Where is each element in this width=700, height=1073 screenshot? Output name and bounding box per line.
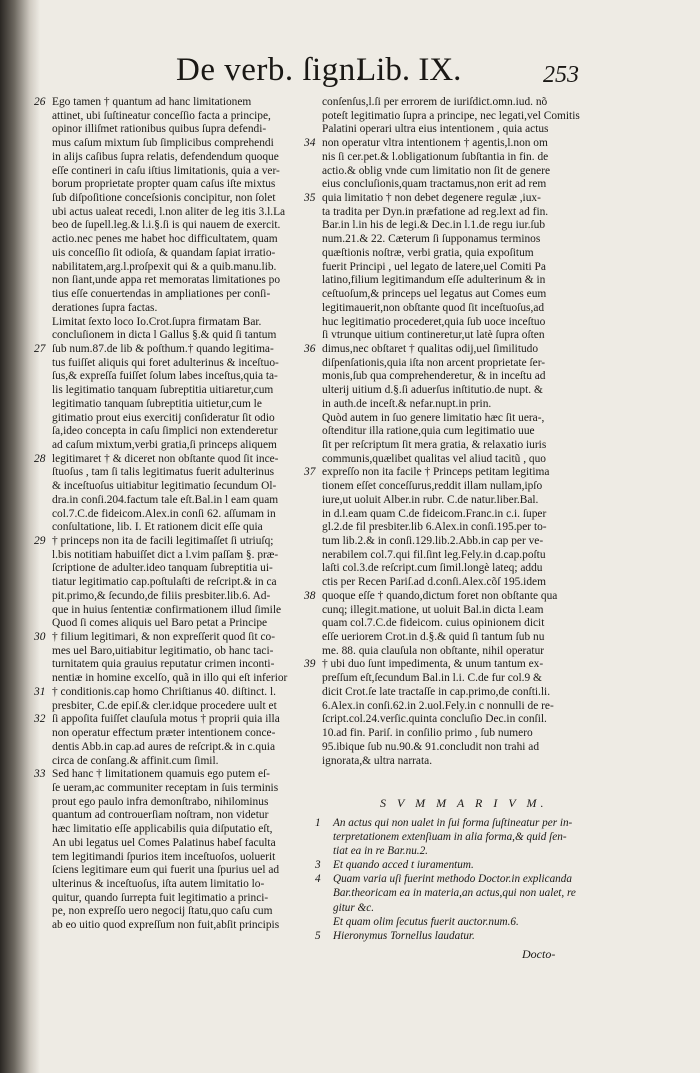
line-text: actio.& oblig vnde cum limitatio non ſit de genere: [322, 164, 551, 177]
line-text: mes uel Baro,uitiabitur legitimatio, ob hanc taci-: [52, 644, 274, 657]
text-line: [34, 178, 330, 192]
line-text: tiatur legitimatio cap.poſtulaſti de reſcript.& in ca: [52, 576, 277, 589]
text-line: [34, 905, 330, 919]
text-line: [34, 809, 330, 823]
summary-item: [315, 872, 615, 886]
line-text: l.bis notitiam habuiſſet dict a l.vim paſſam §. præ-: [52, 548, 279, 561]
line-text: Bar.in l.in his de legi.& Dec.in l.1.de regu iur.ſub: [322, 219, 546, 232]
text-line: [34, 672, 330, 686]
text-line: [304, 508, 624, 522]
text-line: [304, 631, 624, 645]
line-text: Hieronymus Tornellus laudatur.: [333, 929, 475, 942]
line-text: cunq; illegit.matione, ut uoluit Bal.in dicta l.eam: [322, 603, 544, 616]
line-text: poteſt legitimatio ſupra a principe, nec legati,vel Comitis: [322, 109, 580, 122]
text-line: [34, 521, 330, 535]
text-line: [34, 206, 330, 220]
line-text: † ubi duo ſunt impedimenta, & unum tantum ex-: [322, 658, 544, 671]
text-line: [34, 151, 330, 165]
line-text: † filium legitimari, & non expreſſerit quod ſit co-: [52, 631, 276, 644]
line-text: ctis per Recen Pariſ.ad d.conſi.Alex.cõſ 195.idem: [322, 576, 546, 589]
line-text: uis conceſſio ſit odioſa, & quandam ſapiat irratio-: [52, 246, 276, 259]
line-text: concluſionem in dicta l Gallus §.& quid ſi tantum: [52, 329, 277, 342]
text-line: [304, 261, 624, 275]
text-line: [304, 645, 624, 659]
text-line: [34, 494, 330, 508]
text-line: [304, 316, 624, 330]
text-line: [304, 549, 624, 563]
summary-list: [315, 816, 615, 943]
line-text: ſciens legitimare eum qui fuerit una ſpurius uel ad: [52, 864, 280, 877]
line-text: ſcriptione de adulter.ideo tanquam ſubreptitia ui-: [52, 562, 273, 575]
marginal-number: 28: [34, 452, 46, 465]
text-line: [34, 604, 330, 618]
line-text: quantum ad controuerſiam noſtram, non videtur: [52, 809, 269, 822]
line-text: monis,ſub qua comprehenderetur, & in inceſtu ad: [322, 370, 546, 383]
line-text: & inceſtuoſus uitiabitur legitimatio ſecundum Ol-: [52, 480, 277, 493]
line-text: in auth.de inceſt.& nefar.nupt.in prin.: [322, 397, 492, 410]
line-text: fuerit Principi , uel legato de latere,uel Comiti Pa: [322, 260, 546, 273]
running-header: [150, 52, 690, 92]
line-text: Palatini operari ultra eius intentionem , quia actus: [322, 123, 549, 136]
line-text: ſub num.87.de lib & poſthum.† quando legitima-: [52, 342, 274, 355]
line-text: quam col.7.C.de fideicom. cuius opinionem dicit: [322, 617, 545, 630]
marginal-number: 36: [304, 342, 316, 355]
marginal-number: 34: [304, 137, 316, 150]
line-text: diſpenſationis,quia iſta non arcent proprietate ſer-: [322, 356, 546, 369]
line-text: in d.l.eam quam C.de fideicom.Franc.in c.i. ſuper: [322, 507, 547, 520]
line-text: presbiter, C.de epiſ.& cler.idque procedere uult et: [52, 699, 277, 712]
marginal-number: 38: [304, 589, 316, 602]
text-line: [34, 316, 330, 330]
marginal-number: 29: [34, 535, 46, 547]
text-line: [34, 110, 330, 124]
line-text: mus caſum mixtum ſub ſimplicibus comprehendi: [52, 137, 274, 150]
marginal-number: 30: [34, 631, 46, 644]
text-line: [304, 398, 624, 412]
line-text: † princeps non ita de facili legitimaſſet ſi utriuſq;: [52, 535, 274, 547]
text-line: [34, 453, 330, 467]
text-line: [34, 823, 330, 837]
text-line: [34, 384, 330, 398]
line-text: legitimaret † & diceret non obſtante quod ſit ince-: [52, 452, 279, 465]
text-line: [304, 439, 624, 453]
text-line: [304, 480, 624, 494]
line-text: Limitat ſexto loco Io.Crot.ſupra firmatam Bar.: [52, 315, 262, 328]
summary-title: S V M M A R I V M.: [380, 796, 548, 810]
line-text: quia limitatio † non debet degenere regulæ ,iux-: [322, 192, 541, 205]
summary-item: [315, 844, 615, 858]
summary-item: [315, 901, 615, 915]
line-text: legitimatio tanquam ſubreptitia uitietur,cum le: [52, 397, 262, 410]
text-line: [304, 178, 624, 192]
text-line: [304, 219, 624, 233]
text-line: [34, 123, 330, 137]
line-text: attinet, ubi ſuſtineatur conceſſio facta a principe,: [52, 109, 271, 122]
line-text: tionem eſſet conceſſurus,reddit illam nullam,ipſo: [322, 480, 543, 493]
line-text: nabilitatem,arg.l.proſpexit qui & a quib.manu.lib.: [52, 260, 277, 273]
line-text: ſtuoſus , tam ſi talis legitimatus fuerit adulterinus: [52, 466, 275, 479]
line-text: turnitatem quia grauius reputatur crimen inconti-: [52, 658, 275, 671]
line-text: ſa,ideo concepta in caſu ſimplici non extenderetur: [52, 425, 278, 438]
left-text-column: [34, 96, 330, 933]
line-text: iure,ut uoluit Alber.in rubr. C.de natur.liber.Bal.: [322, 493, 539, 506]
line-text: nis ſi cer.pet.& l.obligationum ſubſtantia in fin. de: [322, 150, 549, 163]
text-line: [34, 713, 330, 727]
line-text: huc legitimatio procederet,quia ſub uoce inceſtuo: [322, 315, 546, 328]
marginal-number: 39: [304, 658, 316, 671]
summary-item: [315, 886, 615, 900]
text-line: [304, 727, 624, 741]
text-line: [304, 151, 624, 165]
text-line: [34, 768, 330, 782]
line-text: ta tradita per Dyn.in præfatione ad reg.lext ad fin.: [322, 205, 549, 218]
text-line: [34, 412, 330, 426]
line-text: ulterinus & inceſtuoſus, iſta autem limitatio lo-: [52, 877, 265, 890]
line-text: dimus,nec obſtaret † qualitas odij,uel ſimilitudo: [322, 342, 539, 355]
text-line: [304, 466, 624, 480]
text-line: [34, 576, 330, 590]
line-text: me. 88. quia clauſula non obſtante, nihil operatur: [322, 644, 545, 657]
line-text: nentiæ in homine excelſo, quã in illo qui eſt inferior: [52, 672, 288, 685]
line-text: non ſiant,unde appa ret memoratas limitationes po: [52, 274, 281, 287]
text-line: [304, 425, 624, 439]
line-text: terpretationem extenſiuam in alia forma,& quid ſen-: [333, 831, 567, 844]
summary-item: [315, 830, 615, 844]
text-line: [34, 247, 330, 261]
text-line: [34, 508, 330, 522]
text-line: [34, 919, 330, 933]
line-text: dentis Abb.in cap.ad aures de reſcript.& in c.quia: [52, 740, 275, 753]
line-text: ulterij uitium d.§.ſi aduerſus inſtitutio.de nupt. &: [322, 384, 543, 397]
marginal-number: 35: [304, 192, 316, 205]
text-line: [34, 439, 330, 453]
line-text: preſſum eſt,ſecundum Bal.in l.i. C.de fur col.9 &: [322, 672, 542, 685]
text-line: [34, 357, 330, 371]
text-line: [34, 741, 330, 755]
line-text: pit.primo,& ſecundo,de filiis presbiter.lib.6. Ad-: [52, 589, 271, 602]
text-line: [34, 658, 330, 672]
text-line: [34, 686, 330, 700]
summary-item: [315, 929, 615, 943]
text-line: [304, 658, 624, 672]
line-text: dra.in conſi.204.factum tale eſt.Bal.in l eam quam: [52, 493, 279, 506]
line-text: lis legitimatio tanquam ſubreptitia uitiaretur,cum: [52, 384, 274, 397]
summary-item: [315, 858, 615, 872]
text-line: [34, 700, 330, 714]
right-text-column: [304, 96, 624, 768]
line-text: An ubi legatus uel Comes Palatinus habeſ faculta: [52, 836, 276, 849]
line-text: ſcript.col.24.verſic.quinta concluſio Dec.in conſil.: [322, 713, 547, 726]
text-line: [34, 288, 330, 302]
text-line: [34, 727, 330, 741]
line-text: laſti col.3.de reſcript.cum ſimil.longè lateq; addu: [322, 562, 543, 575]
line-text: tus fuiſſet aliquis qui foret adulterinus & inceſtuo-: [52, 356, 279, 369]
text-line: [34, 425, 330, 439]
line-text: Quam varia uſi fuerint methodo Doctor.in explicanda: [333, 873, 572, 886]
line-text: opinor illiſmet rationibus quibus ſupra defendi-: [52, 123, 267, 136]
text-line: [304, 137, 624, 151]
text-line: [304, 206, 624, 220]
text-line: [34, 590, 330, 604]
text-line: [34, 343, 330, 357]
line-text: oſtenditur illa ratione,quia cum legitimatio uue: [322, 425, 535, 438]
text-line: [304, 604, 624, 618]
line-text: Et quam olim ſecutus fuerit auctor.num.6.: [333, 915, 519, 928]
line-text: 6.Alex.in conſi.62.in 2.uol.Fely.in c nonnulli de re-: [322, 699, 554, 712]
text-line: [304, 494, 624, 508]
text-line: [304, 288, 624, 302]
marginal-number: 37: [304, 466, 316, 479]
line-text: ignorata,& ultra narrata.: [322, 754, 433, 767]
text-line: [304, 686, 624, 700]
line-text: An actus qui non ualet in ſui forma ſuſtineatur per in-: [333, 817, 573, 829]
line-text: ceſtuoſum,& princeps uel legatus aut Comes eum: [322, 288, 547, 301]
text-line: [304, 357, 624, 371]
text-line: [34, 96, 330, 110]
line-text: quæſtionis noſtræ, verbi gratia, quia expoſitum: [322, 246, 534, 259]
line-text: quitur, quando ſurrepta fuit legitimatio a princi-: [52, 891, 269, 904]
line-text: † conditionis.cap homo Chriſtianus 40. diſtinct. l.: [52, 685, 276, 698]
marginal-number: 27: [34, 342, 46, 355]
text-line: [34, 398, 330, 412]
text-line: [304, 562, 624, 576]
text-line: [34, 219, 330, 233]
line-text: 10.ad fin. Pariſ. in conſilio primo , ſub numero: [322, 727, 533, 740]
text-line: [304, 165, 624, 179]
header-title: De verb. ſign.: [176, 52, 365, 88]
line-text: Quòd autem in ſuo genere limitatio hæc ſit uera-,: [322, 411, 545, 424]
text-line: [34, 137, 330, 151]
text-line: [34, 782, 330, 796]
text-line: [34, 617, 330, 631]
text-line: [304, 521, 624, 535]
text-line: [304, 453, 624, 467]
line-text: communis,quælibet qualitas vel aliud tacitũ , quo: [322, 452, 546, 465]
line-text: ſi appoſita fuiſſet clauſula motus † proprii quia illa: [52, 713, 280, 726]
line-text: conſultatione, lib. I. Et rationem dicit eſſe quia: [52, 521, 263, 534]
marginal-number: 32: [34, 713, 46, 726]
line-text: Sed hanc † limitationem quamuis ego putem eſ-: [52, 768, 270, 781]
line-text: legitimauerit,non obſtante quod ſit inceſtuoſus,ad: [322, 301, 545, 314]
line-text: ubi actus ualeat recedi, l.non aliter de leg itis 3.l.La: [52, 205, 286, 218]
marginal-number: 3: [315, 859, 321, 872]
text-line: [304, 672, 624, 686]
line-text: dicit Crot.ſe late tractaſſe in cap.primo,de conſti.li.: [322, 685, 551, 698]
text-line: [304, 741, 624, 755]
text-line: [304, 329, 624, 343]
text-line: [34, 302, 330, 316]
line-text: conſenſus,l.ſi per errorem de iuriſdict.omn.iud. nõ: [322, 96, 548, 108]
line-text: hæc limitatio eſſe applicabilis quia diſputatio eſt,: [52, 823, 273, 836]
text-line: [34, 645, 330, 659]
text-line: [304, 755, 624, 769]
line-text: ab eo uitio quod expreſſum non fuit,abſit principis: [52, 919, 280, 932]
text-line: [34, 755, 330, 769]
header-book: Lib. IX.: [356, 52, 462, 88]
catchword: Docto-: [522, 947, 556, 961]
text-line: [34, 631, 330, 645]
text-line: [34, 892, 330, 906]
text-line: [304, 123, 624, 137]
line-text: latino,filium legitimandum eſſe adulterinum & in: [322, 274, 546, 287]
text-line: [34, 329, 330, 343]
text-line: [34, 878, 330, 892]
line-text: prout ego paulo infra demonſtrabo, nihilominus: [52, 795, 269, 808]
marginal-number: 31: [34, 685, 46, 698]
line-text: que in huius ſententiæ confirmationem illud ſimile: [52, 603, 282, 616]
line-text: pe, non expreſſo uero negocij ſtatu,quo caſu cum: [52, 905, 273, 918]
line-text: actio.nec penes me habet hoc difficultatem, quam: [52, 233, 278, 246]
line-text: gitur &c.: [333, 901, 375, 914]
marginal-number: 4: [315, 873, 321, 886]
text-line: [34, 274, 330, 288]
line-text: ſi vtrunque uitium contineretur,ut latè ſupra oſten: [322, 329, 545, 342]
text-line: [34, 233, 330, 247]
text-line: [304, 576, 624, 590]
line-text: ſe ueram,ac communiter receptam in ſuis terminis: [52, 781, 279, 794]
text-line: [304, 96, 624, 110]
text-line: [34, 370, 330, 384]
text-line: [34, 466, 330, 480]
line-text: Quod ſi comes aliquis uel Baro petat a Principe: [52, 617, 268, 630]
line-text: Ego tamen † quantum ad hanc limitationem: [52, 96, 252, 108]
text-line: [304, 384, 624, 398]
line-text: col.7.C.de fideicom.Alex.in conſi 62. aſſumam in: [52, 507, 276, 520]
line-text: ſus,& expreſſa fuiſſet ſolum labes inceſtus,quia ta-: [52, 370, 278, 383]
text-line: [34, 851, 330, 865]
line-text: gitimatio prout eius exercitij conſideratur ſit odio: [52, 411, 275, 424]
text-line: [304, 713, 624, 727]
line-text: eſſe contineri in caſu iſtius limitationis, quia a ver-: [52, 164, 280, 177]
text-line: [304, 247, 624, 261]
text-line: [34, 165, 330, 179]
marginal-number: 26: [34, 96, 46, 108]
text-line: [34, 192, 330, 206]
text-line: [34, 837, 330, 851]
page-number: 253: [543, 62, 579, 88]
line-text: derationes ſupra factas.: [52, 301, 158, 314]
text-line: [34, 535, 330, 549]
line-text: quoque eſſe † quando,dictum foret non obſtante qua: [322, 589, 558, 602]
text-line: [304, 617, 624, 631]
line-text: ſit per reſcriptum ſit mera gratia, & relaxatio iuris: [322, 438, 547, 451]
marginal-number: 1: [315, 817, 321, 829]
text-line: [34, 864, 330, 878]
line-text: ſub diſpoſitione conceſsionis concipitur, non ſolet: [52, 192, 276, 205]
text-line: [304, 535, 624, 549]
line-text: beo de ſupell.leg.& l.i.§.ſi is qui nauem de exercit.: [52, 219, 281, 232]
line-text: circa de conſang.& affinit.cum ſimil.: [52, 754, 219, 767]
text-line: [304, 412, 624, 426]
summary-item: [315, 816, 615, 830]
line-text: eius concluſionis,quam tractamus,non erit ad rem: [322, 178, 547, 191]
line-text: gl.2.de fil presbiter.lib 6.Alex.in conſi.195.per to-: [322, 521, 547, 534]
line-text: expreſſo non ita facile † Princeps petitam legitima: [322, 466, 550, 479]
text-line: [34, 796, 330, 810]
line-text: non operatur effectum præter intentionem conce-: [52, 727, 276, 740]
summary-item: [315, 915, 615, 929]
line-text: non operatur vltra intentionem † agentis,l.non om: [322, 137, 548, 150]
line-text: Bar.theoricam ea in materia,an actus,qui non ualet, re: [333, 887, 576, 900]
line-text: tem legitimandi ſpurios item inceſtuoſos, uoluerit: [52, 850, 276, 863]
text-line: [34, 549, 330, 563]
line-text: in alijs caſibus ſupra relatis, defendendum quoque: [52, 150, 279, 163]
text-line: [304, 110, 624, 124]
line-text: num.21.& 22. Cæterum ſi ſupponamus terminos: [322, 233, 541, 246]
line-text: borum proprietate propter quam caſus iſte mixtus: [52, 178, 276, 191]
line-text: 95.ibique ſub nu.90.& 91.concludit non trahi ad: [322, 740, 540, 753]
line-text: tum lib.2.& in conſi.129.lib.2.Abb.in cap per ve-: [322, 535, 544, 547]
line-text: tius eſſe conuertendas in ampliationes per conſi-: [52, 288, 271, 301]
line-text: nerabilem col.7.qui fil.ſint leg.Fely.in d.cap.poſtu: [322, 548, 546, 561]
line-text: Et quando acced t iuramentum.: [333, 859, 474, 872]
marginal-number: 5: [315, 929, 321, 942]
line-text: ad caſum mixtum,verbi gratia,ſi princeps aliquem: [52, 438, 277, 451]
text-line: [304, 274, 624, 288]
text-line: [34, 480, 330, 494]
text-line: [304, 192, 624, 206]
text-line: [304, 302, 624, 316]
line-text: eſſe ueriorem Crot.in d.§.& quid ſi tantum ſub nu: [322, 631, 545, 644]
text-line: [304, 233, 624, 247]
text-line: [304, 700, 624, 714]
text-line: [34, 261, 330, 275]
marginal-number: 33: [34, 768, 46, 781]
text-line: [34, 562, 330, 576]
text-line: [304, 590, 624, 604]
line-text: tiat ea in re Bar.nu.2.: [333, 845, 428, 858]
text-line: [304, 343, 624, 357]
text-line: [304, 370, 624, 384]
